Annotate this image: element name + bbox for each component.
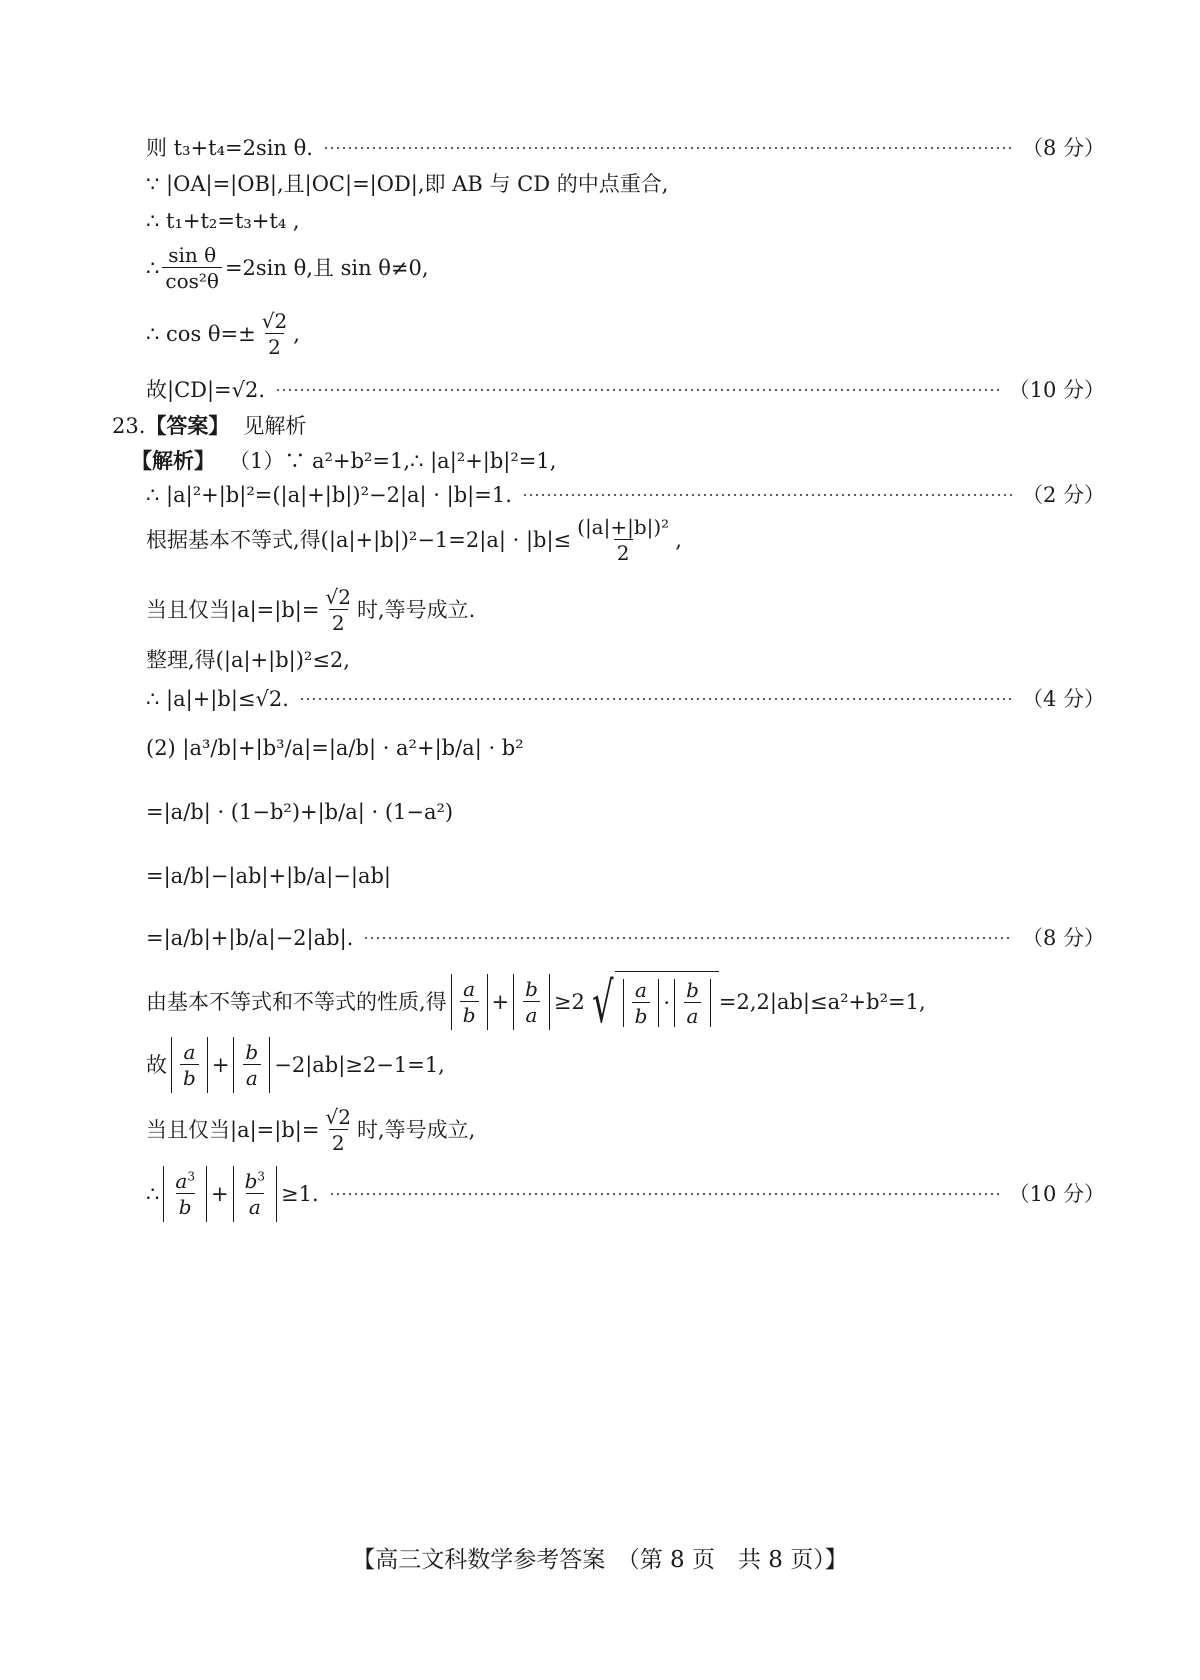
fraction: $\frac{b}{a}$ <box>683 978 702 1029</box>
step-identity <box>146 480 1105 510</box>
question-number: 23. <box>112 414 146 438</box>
fraction: $\frac{b}{a}$ <box>242 1040 261 1091</box>
fraction: $\frac{b}{a}$ <box>522 977 541 1028</box>
fraction <box>322 585 353 636</box>
fraction <box>162 243 222 294</box>
fraction <box>259 309 290 360</box>
abs-fraction <box>674 979 711 1027</box>
step-text: =|a/b|−|ab|+|b/a|−|ab| <box>146 864 391 888</box>
step-prefix: 由基本不等式和不等式的性质,得 <box>146 990 447 1014</box>
step-text: ∴ t₁+t₂=t₃+t₄ , <box>146 209 300 233</box>
fraction: $\frac{b^3}{a}$ <box>244 1168 266 1219</box>
abs-fraction <box>233 1166 277 1222</box>
step-text: 则 t₃+t₄=2sin θ. <box>146 136 313 160</box>
question-23-answer <box>112 411 1105 441</box>
step-suffix: 时,等号成立, <box>356 1118 476 1142</box>
score-label: （8 分） <box>1021 136 1105 160</box>
step-prefix: ∴ cos θ=± <box>146 322 256 346</box>
fraction <box>574 515 672 566</box>
abs-fraction <box>451 974 488 1030</box>
step-suffix: , <box>293 322 300 346</box>
score-label: （10 分） <box>1008 378 1105 402</box>
numerator: (|a|+|b|)² <box>577 514 670 539</box>
step-therefore-geq-one <box>146 1035 1105 1095</box>
abs-fraction <box>623 979 660 1027</box>
step-suffix: −2|ab|≥2−1=1, <box>274 1053 445 1077</box>
denominator: 2 <box>329 1129 348 1156</box>
step-substitute <box>146 782 1105 842</box>
step-suffix: ≥1. <box>281 1182 319 1206</box>
answer-label: 【答案】 <box>145 413 230 438</box>
dot-leader <box>329 1193 999 1195</box>
step-conclusion <box>146 1164 1105 1224</box>
answer-text: 见解析 <box>243 414 307 438</box>
step-suffix: , <box>675 528 682 552</box>
step-expand <box>146 846 1105 906</box>
step-cos <box>146 304 1105 364</box>
denominator: cos²θ <box>162 267 222 294</box>
fraction <box>322 1105 353 1156</box>
numerator: sin θ <box>168 242 217 267</box>
denominator: 2 <box>265 333 284 360</box>
fraction: $\frac{a^3}{b}$ <box>175 1168 195 1219</box>
dot-leader <box>363 937 1012 939</box>
step-text: (2) |a³/b|+|b³/a|=|a/b| · a²+|b/a| · b² <box>146 736 524 760</box>
step-rearrange <box>146 645 1105 675</box>
score-label: （10 分） <box>1008 1182 1105 1206</box>
step-equality-condition-2 <box>146 1100 1105 1160</box>
step-simplify <box>146 908 1105 968</box>
page-footer: 【高三文科数学参考答案 （第 8 页 共 8 页）】 <box>352 1547 848 1573</box>
step-equality-condition <box>146 580 1105 640</box>
step-prefix: 故 <box>146 1053 167 1077</box>
fraction: $\frac{a}{b}$ <box>460 977 479 1028</box>
dot-leader <box>299 698 1012 700</box>
analysis-intro <box>131 446 1105 476</box>
denominator: 2 <box>329 609 348 636</box>
step-prefix: ∴ <box>146 1182 160 1206</box>
step-text: ∵ |OA|=|OB|,且|OC|=|OD|,即 AB 与 CD 的中点重合, <box>146 172 669 196</box>
numerator: √2 <box>261 308 288 333</box>
step-t3-t4 <box>146 133 1105 163</box>
step-suffix: =2,2|ab|≤a²+b²=1, <box>718 990 926 1014</box>
step-amgm <box>146 970 1105 1034</box>
denominator: 2 <box>614 539 633 566</box>
dot-operator: · <box>663 991 671 1015</box>
step-sum-bound <box>146 684 1105 714</box>
step-text: =|a/b| · (1−b²)+|b/a| · (1−a²) <box>146 800 454 824</box>
score-label: （4 分） <box>1021 687 1105 711</box>
step-sin-ratio <box>146 238 1105 298</box>
dot-leader <box>522 494 1012 496</box>
step-text: 整理,得(|a|+|b|)²≤2, <box>146 648 350 672</box>
step-text: ∴ |a|²+|b|²=(|a|+|b|)²−2|a| · |b|=1. <box>146 483 512 507</box>
step-suffix: 时,等号成立. <box>356 598 476 622</box>
fraction: $\frac{a}{b}$ <box>632 978 651 1029</box>
dot-leader <box>275 389 999 391</box>
step-prefix: 当且仅当|a|=|b|= <box>146 1118 320 1142</box>
step-prefix: 当且仅当|a|=|b|= <box>146 598 320 622</box>
step-prefix: 根据基本不等式,得(|a|+|b|)²−1=2|a| · |b|≤ <box>146 528 572 552</box>
step-text: 故|CD|=√2. <box>146 378 266 402</box>
score-label: （2 分） <box>1021 483 1105 507</box>
fraction: $\frac{a}{b}$ <box>180 1040 199 1091</box>
abs-fraction <box>233 1037 270 1093</box>
plus-sign: + <box>491 990 510 1014</box>
numerator: √2 <box>325 1104 351 1129</box>
score-label: （8 分） <box>1021 926 1105 950</box>
step-midpoint <box>146 169 1105 199</box>
geq-two: ≥2 <box>553 990 585 1014</box>
step-basic-inequality <box>146 510 1105 570</box>
plus-sign: + <box>211 1053 230 1077</box>
square-root: √ $\frac{a}{b}$ · $\frac{b}{a}$ <box>585 970 719 1034</box>
dot-leader <box>323 147 1012 149</box>
numerator: √2 <box>325 584 351 609</box>
step-text: =|a/b|+|b/a|−2|ab|. <box>146 926 354 950</box>
plus-sign: + <box>210 1182 229 1206</box>
step-prefix: ∴ <box>146 256 160 280</box>
analysis-text: （1）∵ a²+b²=1,∴ |a|²+|b|²=1, <box>229 449 557 473</box>
abs-fraction <box>171 1037 208 1093</box>
step-part2-start <box>146 718 1105 778</box>
step-cd-length <box>146 375 1105 405</box>
abs-fraction <box>513 974 550 1030</box>
step-text: ∴ |a|+|b|≤√2. <box>146 687 289 711</box>
analysis-label: 【解析】 <box>131 448 215 473</box>
step-suffix: =2sin θ,且 sin θ≠0, <box>224 256 429 280</box>
step-t-sum <box>146 206 1105 236</box>
abs-fraction <box>163 1166 207 1222</box>
